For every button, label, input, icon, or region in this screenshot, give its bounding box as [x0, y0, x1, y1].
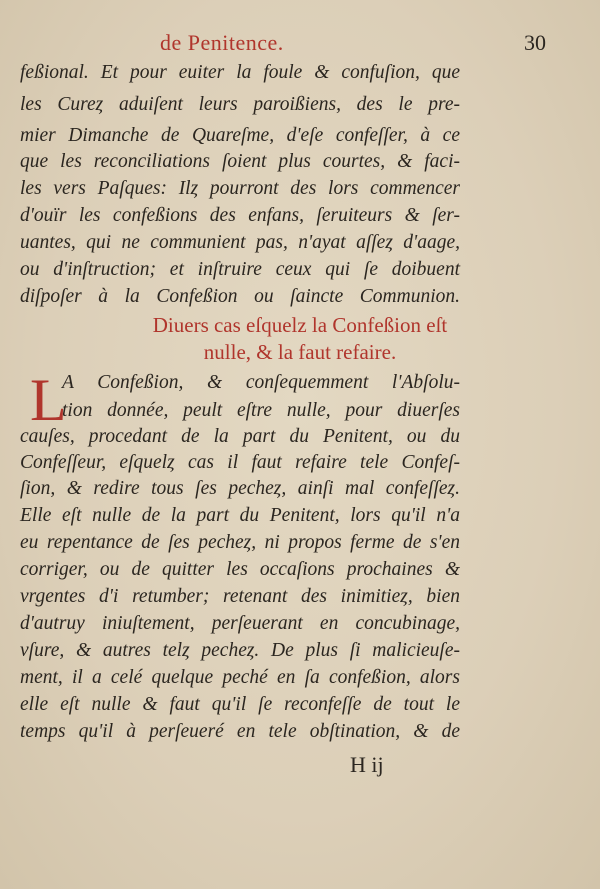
text-line: les vers Paſques: Ilȥ pourront des lors commencer — [20, 178, 460, 199]
text-line: d'autruy iniuſtement, perſeuerant en concubinage, — [20, 613, 460, 634]
text-line: vſure, & autres telȥ pecheȥ. De plus ſi malicieuſe- — [20, 640, 460, 661]
text-line: Elle eſt nulle de la part du Penitent, lors qu'il n'a — [20, 505, 460, 526]
text-line: eu repentance de ſes pecheȥ, ni propos ferme de s'en — [20, 532, 460, 553]
running-head: de Penitence. — [160, 30, 284, 55]
text-line: ment, il a celé quelque peché en ſa confeßion, alors — [20, 667, 460, 688]
text-line: tion donnée, peult eſtre nulle, pour diuerſes — [62, 400, 460, 421]
section-heading-line-2: nulle, & la faut refaire. — [203, 340, 397, 364]
text-line: elle eſt nulle & faut qu'il ſe reconfeſſe de tout le — [20, 694, 460, 715]
text-line: feßional. Et pour euiter la foule & confuſion, que — [20, 62, 460, 83]
text-line: A Confeßion, & conſequemment l'Abſolu- — [62, 372, 460, 393]
signature-mark: H ij — [350, 752, 384, 777]
text-line: vrgentes d'i retumber; retenant des inimitieȥ, bien — [20, 586, 460, 607]
text-line: ou d'inſtruction; et inſtruire ceux qui ſe doibuent — [20, 259, 460, 280]
text-line: uantes, qui ne communient pas, n'ayat aſſeȥ d'aage, — [20, 232, 460, 253]
text-line: que les reconciliations ſoient plus courtes, & faci- — [20, 151, 460, 172]
folio-number: 30 — [524, 30, 546, 55]
text-line: corriger, ou de quitter les occaſions prochaines & — [20, 559, 460, 580]
text-line: ſion, & redire tous ſes pecheȥ, ainſi mal confeſſeȥ. — [20, 478, 460, 499]
text-line: d'ouïr les confeßions des enfans, ſeruiteurs & ſer- — [20, 205, 460, 226]
text-line: les Cureȥ aduiſent leurs paroißiens, des le pre- — [20, 94, 460, 115]
text-line: temps qu'il à perſeueré en tele obſtination, & de — [20, 721, 460, 742]
section-heading-line-1: Diuers cas eſquelz la Confeßion eſt — [152, 313, 448, 337]
text-line: mier Dimanche de Quareſme, d'eſe confeſſer, à ce — [20, 125, 460, 146]
text-line: cauſes, procedant de la part du Penitent, ou du — [20, 426, 460, 447]
text-line: diſpoſer à la Confeßion ou ſaincte Communion. — [20, 286, 460, 307]
drop-capital: L — [30, 367, 67, 433]
text-line: Confeſſeur, eſquelȥ cas il faut refaire tele Confeſ- — [20, 452, 460, 473]
